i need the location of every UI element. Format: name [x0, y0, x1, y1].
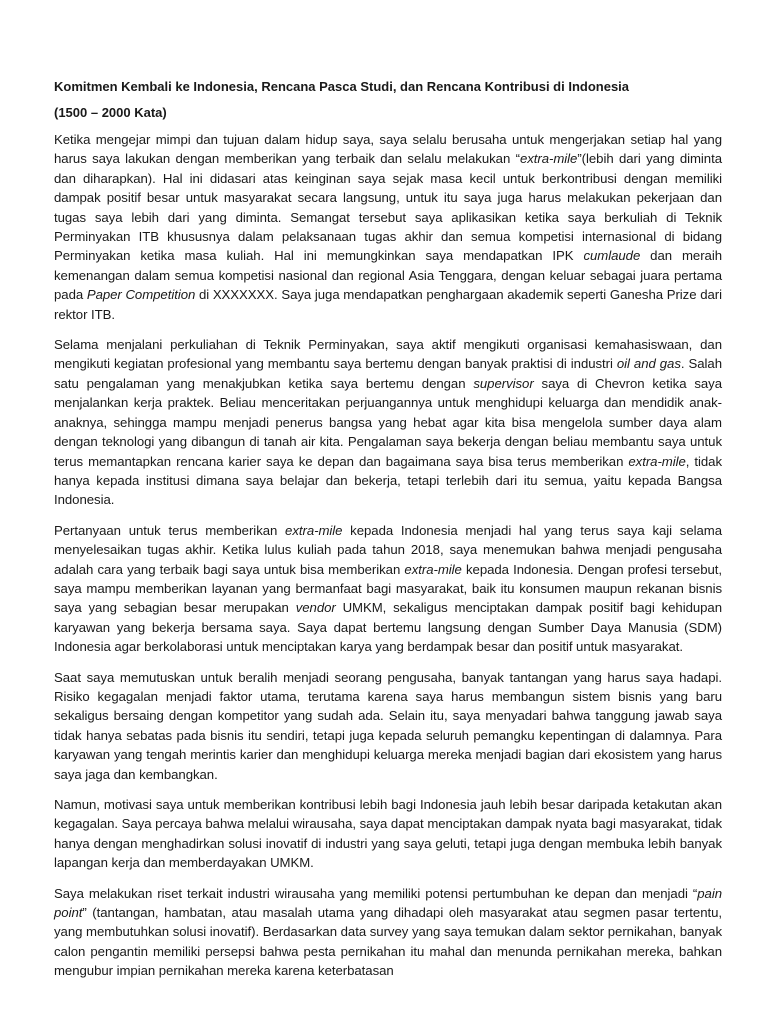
text-run: Saya melakukan riset terkait industri wirausaha yang memiliki potensi pertumbuhan ke depan dan menjadi “ [54, 885, 698, 901]
word-count-note: (1500 – 2000 Kata) [54, 105, 167, 120]
italic-text: extra-mile [404, 561, 462, 577]
italic-text: extra-mile [519, 151, 578, 167]
text-run: kepada Indonesia. Dengan profesi tersebut, saya mampu memberikan layanan yang bermanfaat bagi masyarakat, baik itu konsumen maupun rekanan bisnis saya yang sebagian besar merupakan [54, 561, 723, 616]
text-run: Selama menjalani perkuliahan di Teknik Perminyakan, saya aktif mengikuti organisasi kemahasiswaan, dan mengikuti kegiatan profesional yang membantu saya bertemu dengan banyak praktisi di industri [54, 337, 722, 372]
text-run: . Salah satu pengalaman yang menakjubkan ketika saya bertemu dengan [54, 356, 722, 391]
italic-text: extra-mile [285, 522, 343, 538]
paragraph-3 [54, 521, 722, 657]
text-run: ” (tantangan, hambatan, atau masalah utama yang dihadapi oleh masyarakat atau segmen pasar tertentu, yang membutuhkan solusi inovatif). Berdasarkan data survey yang saya temukan dalam sektor pernikahan, banyak calon pengantin memiliki persepsi bahwa pesta pernikahan itu mahal dan menunda pernikahan mereka, bahkan mengubur impian pernikahan mereka karena keterbatasan [54, 905, 722, 979]
text-run: saya di Chevron ketika saya menjalankan kerja praktek. Beliau menceritakan perjuangannya untuk menghidupi keluarga dan mendidik anak-anaknya, sehingga mampu menjadi penerus bangsa yang hebat agar kita bisa mengelola sumber daya alam dengan teknologi yang dibangun di tanah air kita. Pengalaman saya bekerja dengan beliau membantu saya untuk terus memantapkan rencana karier saya ke depan dan bagaimana saya bisa terus memberikan [54, 375, 722, 469]
text-run: di XXXXXXX. Saya juga mendapatkan penghargaan akademik seperti Ganesha Prize dari rektor ITB. [54, 287, 722, 322]
text-run: Pertanyaan untuk terus memberikan [54, 522, 286, 538]
paragraph-5 [54, 795, 722, 873]
text-run: ”(lebih dari yang diminta dan diharapkan). Hal ini didasari atas keinginan saya sejak masa kecil untuk berkontribusi dengan memiliki dampak positif besar untuk masyarakat secara langsung, untuk itu saya juga harus melakukan pekerjaan dan tugas saya lebih dari yang diminta. Semangat tersebut saya aplikasikan ketika saya berkuliah di Teknik Perminyakan ITB khususnya dalam pelaksanaan tugas akhir dan semua kompetisi internasional di bidang Perminyakan ketika masa kuliah. Hal ini memungkinkan saya mendapatkan IPK [54, 151, 722, 264]
italic-text: cumlaude [583, 248, 641, 264]
paragraph-6 [54, 884, 722, 981]
italic-text: oil and gas [616, 356, 681, 372]
paragraph-2 [54, 335, 722, 510]
paragraph-1 [54, 130, 722, 324]
paragraph-4 [54, 668, 722, 784]
text-run: , tidak hanya kepada institusi dimana saya belajar dan bekerja, tetapi terlebih dari itu semua, yaitu kepada Bangsa Indonesia. [54, 453, 722, 508]
italic-text: vendor [295, 600, 336, 616]
italic-text: extra-mile [628, 453, 686, 469]
italic-text: pain point [54, 885, 722, 921]
italic-text: Paper Competition [86, 287, 196, 303]
text-run: UMKM, sekaligus menciptakan dampak positif bagi kehidupan karyawan yang bekerja bersama saya. Saya dapat bertemu langsung dengan Sumber Daya Manusia (SDM) Indonesia agar berkolaborasi untuk menciptakan karya yang berdampak besar dan positif untuk masyarakat. [54, 600, 722, 655]
text-run: Saat saya memutuskan untuk beralih menjadi seorang pengusaha, banyak tantangan yang harus saya hadapi. Risiko kegagalan menjadi faktor utama, terutama karena saya harus membangun sistem bisnis yang baru sekaligus bersaing dengan kompetitor yang sudah ada. Selain itu, saya menyadari bahwa tanggung jawab saya tidak hanya sebatas pada bisnis itu sendiri, tetapi juga kepada seluruh pemangku kepentingan di dalamnya. Para karyawan yang tengah merintis karier dan menghidupi keluarga mereka menjadi bagian dari ekosistem yang harus saya jaga dan kembangkan. [54, 669, 722, 782]
text-run: dan meraih kemenangan dalam semua kompetisi nasional dan regional Asia Tenggara, dengan keluar sebagai juara pertama pada [54, 248, 722, 303]
text-run: kepada Indonesia menjadi hal yang terus saya kaji selama menyelesaikan tugas akhir. Ketika lulus kuliah pada tahun 2018, saya menemukan bahwa menjadi pengusaha adalah cara yang terbaik bagi saya untuk bisa memberikan [54, 522, 722, 577]
document-title: Komitmen Kembali ke Indonesia, Rencana Pasca Studi, dan Rencana Kontribusi di Indonesia [54, 79, 630, 94]
text-run: Ketika mengejar mimpi dan tujuan dalam hidup saya, saya selalu berusaha untuk mengerjakan setiap hal yang harus saya lakukan dengan memberikan yang terbaik dan selalu melakukan “ [54, 132, 722, 167]
document-page [54, 78, 722, 992]
text-run: Namun, motivasi saya untuk memberikan kontribusi lebih bagi Indonesia jauh lebih besar daripada ketakutan akan kegagalan. Saya percaya bahwa melalui wirausaha, saya dapat menciptakan dampak nyata bagi masyarakat, tidak hanya dengan menghadirkan solusi inovatif di industri yang saya geluti, tetapi juga dengan membuka lebih banyak lapangan kerja dan memberdayakan UMKM. [54, 797, 722, 871]
italic-text: supervisor [473, 375, 534, 391]
